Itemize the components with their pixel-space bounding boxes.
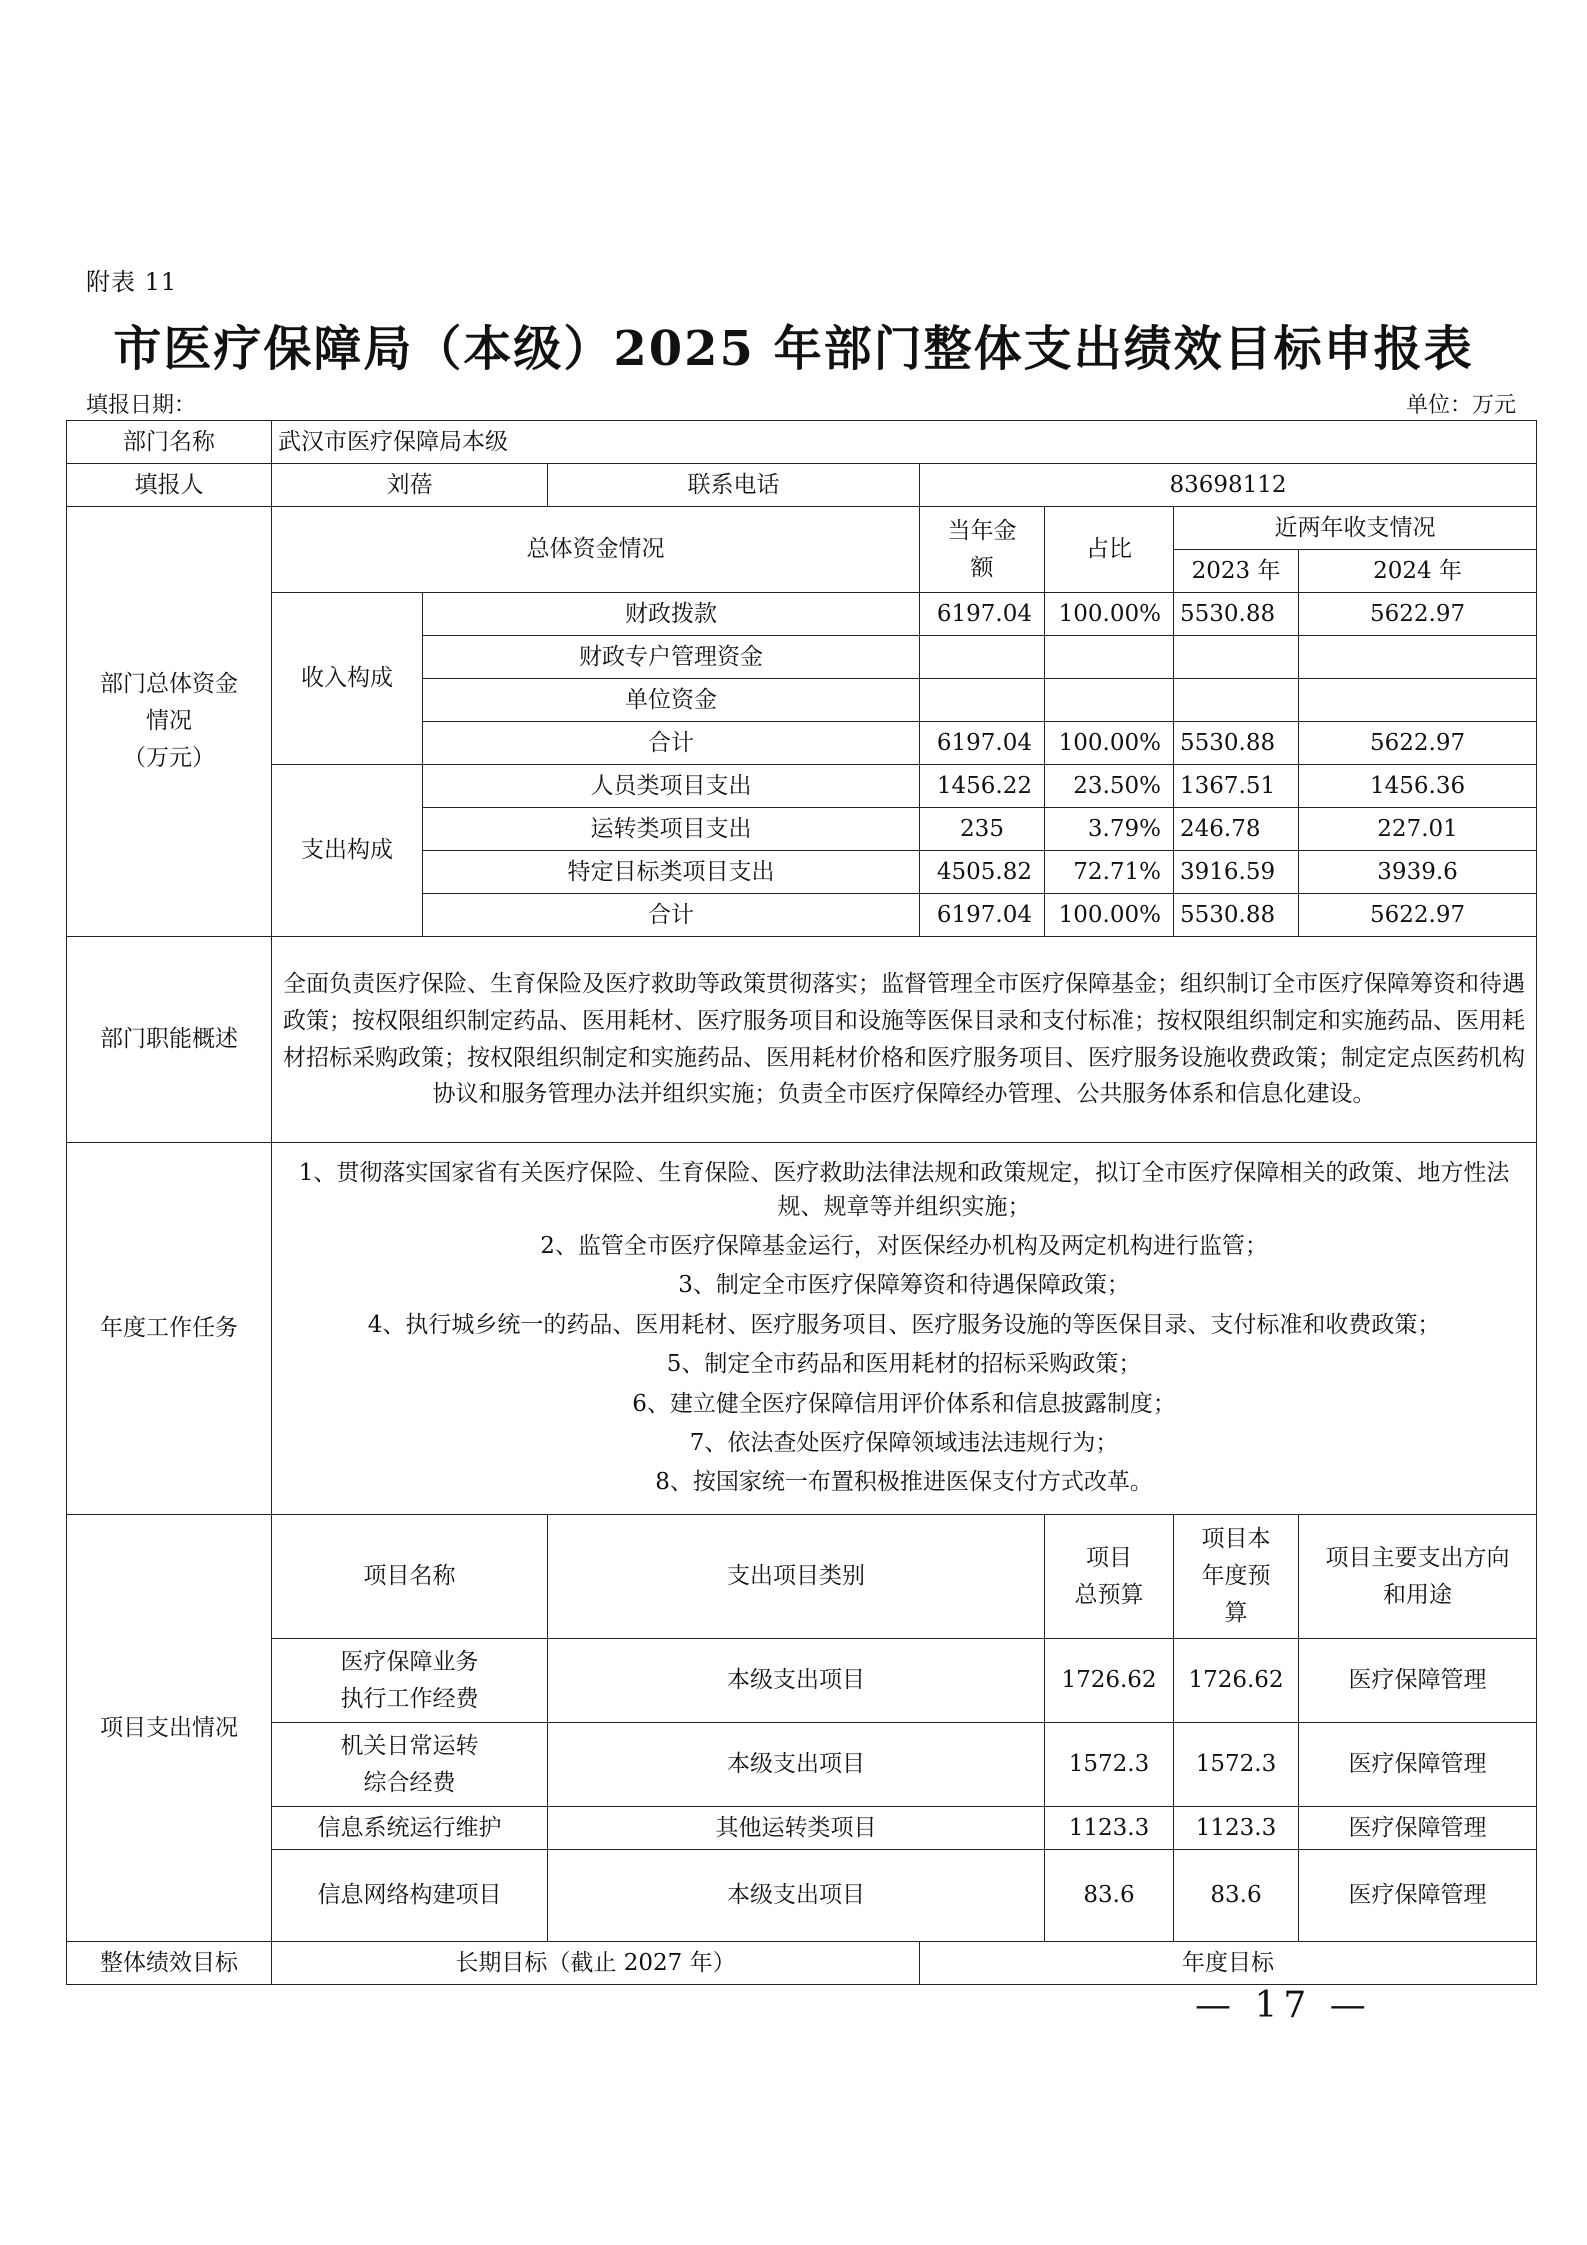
page-number: — 17 — <box>1195 1985 1372 2026</box>
funds-header-row <box>67 507 1537 550</box>
income-label: 收入构成 <box>272 593 423 765</box>
phone-label: 联系电话 <box>548 464 920 507</box>
functions-row <box>67 937 1537 1143</box>
project-total: 1572.3 <box>1045 1723 1174 1807</box>
income-2023: 5530.88 <box>1174 593 1299 636</box>
project-use-header-line: 和用途 <box>1383 1581 1453 1608</box>
funds-section-line: （万元） <box>123 744 215 771</box>
project-name-line: 信息系统运行维护 <box>317 1814 502 1841</box>
functions-label: 部门职能概述 <box>67 937 272 1143</box>
income-item-name: 财政拨款 <box>423 593 920 636</box>
amount-header-line: 额 <box>970 554 994 581</box>
project-total: 83.6 <box>1045 1850 1174 1942</box>
expense-2024: 3939.6 <box>1299 851 1537 894</box>
dept-name-value: 武汉市医疗保障局本级 <box>272 421 1537 464</box>
reporter-row <box>67 464 1537 507</box>
expense-label: 支出构成 <box>272 765 423 937</box>
task-item: 1、贯彻落实国家省有关医疗保险、生育保险、医疗救助法律法规和政策规定，拟订全市医疗保障相关的政策、地方性法规、规章等并组织实施； <box>298 1160 1510 1220</box>
funds-section-label <box>67 507 272 937</box>
tasks-list <box>272 1143 1537 1515</box>
expense-row <box>67 765 1537 808</box>
project-category: 本级支出项目 <box>548 1850 1045 1942</box>
recent-header: 近两年收支情况 <box>1174 507 1537 550</box>
performance-label: 整体绩效目标 <box>67 1942 272 1985</box>
amount-header <box>920 507 1045 593</box>
income-amount <box>920 636 1045 679</box>
project-category: 其他运转类项目 <box>548 1807 1045 1850</box>
year-2023-header: 2023 年 <box>1174 550 1299 593</box>
reporter-value: 刘蓓 <box>272 464 548 507</box>
expense-2023: 246.78 <box>1174 808 1299 851</box>
project-annual-header-line: 年度预 <box>1201 1563 1271 1590</box>
income-amount <box>920 679 1045 722</box>
project-name-line: 医疗保障业务 <box>340 1648 479 1675</box>
project-annual-header <box>1174 1515 1299 1639</box>
project-name <box>272 1850 548 1942</box>
dept-row <box>67 421 1537 464</box>
attachment-label: 附表 11 <box>86 268 178 296</box>
project-name-line: 机关日常运转 <box>340 1732 479 1759</box>
income-amount: 6197.04 <box>920 593 1045 636</box>
project-name <box>272 1639 548 1723</box>
project-total-header-line: 项目 <box>1086 1544 1132 1571</box>
amount-header-line: 当年金 <box>947 517 1017 544</box>
project-row <box>67 1723 1537 1807</box>
reporter-label: 填报人 <box>67 464 272 507</box>
long-term-target-header: 长期目标（截止 2027 年） <box>272 1942 920 1985</box>
expense-2023: 1367.51 <box>1174 765 1299 808</box>
project-annual: 1726.62 <box>1174 1639 1299 1723</box>
funds-section-line: 部门总体资金 <box>100 671 238 698</box>
project-name-line: 信息网络构建项目 <box>317 1882 502 1909</box>
task-item: 7、依法查处医疗保障领域违法违规行为； <box>689 1429 1119 1456</box>
expense-amount: 235 <box>920 808 1045 851</box>
income-2024: 5622.97 <box>1299 593 1537 636</box>
income-row <box>67 593 1537 636</box>
expense-ratio: 100.00% <box>1045 894 1174 937</box>
task-item: 8、按国家统一布置积极推进医保支付方式改革。 <box>655 1469 1153 1496</box>
page-title: 市医疗保障局（本级）2025 年部门整体支出绩效目标申报表 <box>113 321 1474 377</box>
project-use: 医疗保障管理 <box>1299 1723 1537 1807</box>
expense-item-name: 运转类项目支出 <box>423 808 920 851</box>
income-ratio <box>1045 636 1174 679</box>
income-2024 <box>1299 679 1537 722</box>
project-use: 医疗保障管理 <box>1299 1850 1537 1942</box>
projects-label: 项目支出情况 <box>67 1515 272 1942</box>
expense-amount: 4505.82 <box>920 851 1045 894</box>
annual-target-header: 年度目标 <box>920 1942 1537 1985</box>
expense-ratio: 72.71% <box>1045 851 1174 894</box>
expense-item-name: 人员类项目支出 <box>423 765 920 808</box>
expense-item-name: 特定目标类项目支出 <box>423 851 920 894</box>
project-row <box>67 1807 1537 1850</box>
projects-header-row <box>67 1515 1537 1639</box>
project-name-line: 执行工作经费 <box>340 1685 479 1712</box>
project-name-line: 综合经费 <box>363 1769 456 1796</box>
expense-2024: 5622.97 <box>1299 894 1537 937</box>
income-2024 <box>1299 636 1537 679</box>
task-item: 2、监管全市医疗保障基金运行，对医保经办机构及两定机构进行监管； <box>540 1233 1268 1260</box>
project-annual-header-line: 项目本 <box>1201 1526 1271 1553</box>
project-total: 1726.62 <box>1045 1639 1174 1723</box>
income-item-name: 财政专户管理资金 <box>423 636 920 679</box>
project-annual: 1572.3 <box>1174 1723 1299 1807</box>
task-item: 5、制定全市药品和医用耗材的招标采购政策； <box>666 1351 1142 1378</box>
performance-target-table <box>66 420 1537 1985</box>
expense-2023: 3916.59 <box>1174 851 1299 894</box>
project-category-header: 支出项目类别 <box>548 1515 1045 1639</box>
tasks-row <box>67 1143 1537 1515</box>
tasks-label: 年度工作任务 <box>67 1143 272 1515</box>
project-annual: 1123.3 <box>1174 1807 1299 1850</box>
income-2023: 5530.88 <box>1174 722 1299 765</box>
project-use-header-line: 项目主要支出方向 <box>1325 1544 1510 1571</box>
project-row <box>67 1850 1537 1942</box>
income-ratio: 100.00% <box>1045 722 1174 765</box>
project-total: 1123.3 <box>1045 1807 1174 1850</box>
income-item-name: 单位资金 <box>423 679 920 722</box>
fill-info-row <box>86 388 1516 419</box>
overall-funds-header: 总体资金情况 <box>272 507 920 593</box>
project-total-header-line: 总预算 <box>1074 1581 1144 1608</box>
expense-amount: 6197.04 <box>920 894 1045 937</box>
income-item-name: 合计 <box>423 722 920 765</box>
project-use: 医疗保障管理 <box>1299 1639 1537 1723</box>
expense-item-name: 合计 <box>423 894 920 937</box>
expense-amount: 1456.22 <box>920 765 1045 808</box>
income-2023 <box>1174 679 1299 722</box>
income-2024: 5622.97 <box>1299 722 1537 765</box>
performance-row <box>67 1942 1537 1985</box>
income-2023 <box>1174 636 1299 679</box>
dept-name-label: 部门名称 <box>67 421 272 464</box>
ratio-header: 占比 <box>1045 507 1174 593</box>
project-name <box>272 1807 548 1850</box>
year-2024-header: 2024 年 <box>1299 550 1537 593</box>
expense-ratio: 23.50% <box>1045 765 1174 808</box>
project-use-header <box>1299 1515 1537 1639</box>
income-ratio <box>1045 679 1174 722</box>
project-name <box>272 1723 548 1807</box>
task-item: 3、制定全市医疗保障筹资和待遇保障政策； <box>678 1272 1130 1299</box>
project-total-header <box>1045 1515 1174 1639</box>
project-annual-header-line: 算 <box>1224 1599 1248 1626</box>
project-use: 医疗保障管理 <box>1299 1807 1537 1850</box>
project-annual: 83.6 <box>1174 1850 1299 1942</box>
expense-2023: 5530.88 <box>1174 894 1299 937</box>
unit-label: 单位：万元 <box>1405 393 1516 418</box>
expense-2024: 1456.36 <box>1299 765 1537 808</box>
phone-value: 83698112 <box>920 464 1537 507</box>
expense-ratio: 3.79% <box>1045 808 1174 851</box>
fill-date-label: 填报日期： <box>86 393 197 418</box>
project-row <box>67 1639 1537 1723</box>
income-amount: 6197.04 <box>920 722 1045 765</box>
project-name-header: 项目名称 <box>272 1515 548 1639</box>
functions-text: 全面负责医疗保险、生育保险及医疗救助等政策贯彻落实；监督管理全市医疗保障基金；组织制订全市医疗保障筹资和待遇政策；按权限组织制定药品、医用耗材、医疗服务项目和设施等医保目录和支付标准；按权限组织制定和实施药品、医用耗材招标采购政策；按权限组织制定和实施药品、医用耗材价格和医疗服务项目、医疗服务设施收费政策；制定定点医药机构协议和服务管理办法并组织实施；负责全市医疗保障经办管理、公共服务体系和信息化建设。 <box>272 937 1537 1143</box>
project-category: 本级支出项目 <box>548 1723 1045 1807</box>
income-ratio: 100.00% <box>1045 593 1174 636</box>
expense-2024: 227.01 <box>1299 808 1537 851</box>
task-item: 4、执行城乡统一的药品、医用耗材、医疗服务项目、医疗服务设施的等医保目录、支付标准和收费政策； <box>367 1311 1441 1338</box>
funds-section-line: 情况 <box>146 708 192 735</box>
project-category: 本级支出项目 <box>548 1639 1045 1723</box>
task-item: 6、建立健全医疗保障信用评价体系和信息披露制度； <box>632 1390 1176 1417</box>
